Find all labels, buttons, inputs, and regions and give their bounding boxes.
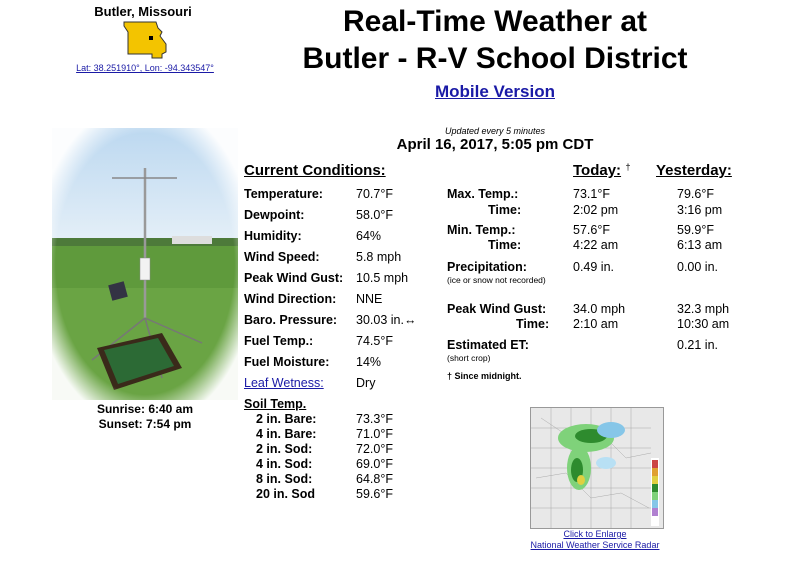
fuel-moisture-label: Fuel Moisture: bbox=[244, 355, 330, 369]
precipitation-today: 0.49 in. bbox=[573, 260, 615, 274]
gust-time-label: Time: bbox=[516, 317, 550, 331]
today-dagger: † bbox=[625, 162, 631, 172]
update-frequency-note: Updated every 5 minutes bbox=[444, 126, 546, 136]
min-temp-yesterday: 59.9°F bbox=[677, 223, 714, 237]
sun-times bbox=[60, 402, 230, 432]
pressure-steady-arrow-icon: ↔ bbox=[403, 313, 417, 327]
fuel-moisture-value: 14% bbox=[356, 355, 382, 369]
peak-gust-today: 34.0 mph bbox=[573, 302, 626, 316]
current-conditions-header: Current Conditions: bbox=[244, 162, 386, 179]
min-time-yesterday: 6:13 am bbox=[677, 238, 723, 252]
wind-speed-value: 5.8 mph bbox=[356, 250, 402, 264]
sunset-text: Sunset: 7:54 pm bbox=[98, 417, 192, 431]
soil-20in-sod-label: 20 in. Sod bbox=[256, 487, 316, 501]
footnote-dagger: † bbox=[447, 371, 453, 381]
wind-direction-value: NNE bbox=[356, 292, 383, 306]
soil-4in-bare-label: 4 in. Bare: bbox=[256, 427, 317, 441]
min-time-today: 4:22 am bbox=[573, 238, 619, 252]
peak-wind-gust-value: 10.5 mph bbox=[356, 271, 409, 285]
update-datetime: April 16, 2017, 5:05 pm CDT bbox=[396, 136, 594, 153]
gust-time-today: 2:10 am bbox=[573, 317, 619, 331]
today-header bbox=[573, 162, 631, 180]
sunrise-text: Sunrise: 6:40 am bbox=[96, 402, 194, 416]
max-temp-today: 73.1°F bbox=[573, 187, 610, 201]
humidity-value: 64% bbox=[356, 229, 382, 243]
weather-station-photo bbox=[52, 128, 238, 400]
fuel-temp-value: 74.5°F bbox=[356, 334, 393, 348]
title-line-2: Butler - R-V School District bbox=[302, 42, 688, 75]
peak-gust-yesterday: 32.3 mph bbox=[677, 302, 730, 316]
soil-temp-header: Soil Temp. bbox=[244, 397, 307, 411]
precipitation-yesterday: 0.00 in. bbox=[677, 260, 719, 274]
estimated-et-yesterday: 0.21 in. bbox=[677, 338, 719, 352]
soil-2in-bare-value: 73.3°F bbox=[356, 412, 393, 426]
click-to-enlarge-link[interactable]: Click to Enlarge bbox=[563, 529, 627, 539]
max-temp-yesterday: 79.6°F bbox=[677, 187, 714, 201]
soil-8in-sod-value: 64.8°F bbox=[356, 472, 393, 486]
baro-pressure-value bbox=[356, 313, 416, 327]
soil-8in-sod-label: 8 in. Sod: bbox=[256, 472, 313, 486]
dewpoint-label: Dewpoint: bbox=[244, 208, 305, 222]
baro-pressure-label: Baro. Pressure: bbox=[244, 313, 338, 327]
min-temp-label: Min. Temp.: bbox=[447, 223, 516, 237]
leaf-wetness-link[interactable]: Leaf Wetness: bbox=[244, 376, 324, 390]
leaf-wetness-value: Dry bbox=[356, 376, 376, 390]
soil-2in-sod-label: 2 in. Sod: bbox=[256, 442, 313, 456]
min-temp-today: 57.6°F bbox=[573, 223, 610, 237]
humidity-label: Humidity: bbox=[244, 229, 302, 243]
yesterday-header: Yesterday: bbox=[656, 162, 732, 179]
max-temp-label: Max. Temp.: bbox=[447, 187, 519, 201]
nws-radar-link[interactable]: National Weather Service Radar bbox=[530, 540, 660, 550]
since-midnight-footnote bbox=[447, 371, 522, 381]
precipitation-note: (ice or snow not recorded) bbox=[447, 275, 546, 285]
precipitation-label: Precipitation: bbox=[447, 260, 527, 274]
peak-gust-label: Peak Wind Gust: bbox=[447, 302, 547, 316]
soil-2in-sod-value: 72.0°F bbox=[356, 442, 393, 456]
baro-pressure-reading: 30.03 in. bbox=[356, 313, 404, 327]
title-line-1: Real-Time Weather at bbox=[343, 5, 647, 38]
wind-speed-label: Wind Speed: bbox=[244, 250, 320, 264]
today-header-text: Today: bbox=[573, 162, 622, 179]
estimated-et-note: (short crop) bbox=[447, 353, 491, 363]
page-title bbox=[220, 3, 770, 77]
dewpoint-value: 58.0°F bbox=[356, 208, 393, 222]
soil-4in-sod-value: 69.0°F bbox=[356, 457, 393, 471]
footnote-text: Since midnight. bbox=[454, 371, 522, 381]
peak-wind-gust-label: Peak Wind Gust: bbox=[244, 271, 344, 285]
radar-map-thumbnail[interactable] bbox=[530, 407, 664, 529]
max-time-today: 2:02 pm bbox=[573, 203, 619, 217]
temperature-value: 70.7°F bbox=[356, 187, 393, 201]
estimated-et-label: Estimated ET: bbox=[447, 338, 529, 352]
max-time-yesterday: 3:16 pm bbox=[677, 203, 723, 217]
soil-4in-sod-label: 4 in. Sod: bbox=[256, 457, 313, 471]
temperature-label: Temperature: bbox=[244, 187, 323, 201]
soil-20in-sod-value: 59.6°F bbox=[356, 487, 393, 501]
latlon-link[interactable]: Lat: 38.251910°, Lon: -94.343547° bbox=[76, 63, 214, 73]
min-time-label: Time: bbox=[488, 238, 522, 252]
fuel-temp-label: Fuel Temp.: bbox=[244, 334, 314, 348]
mobile-version-link[interactable]: Mobile Version bbox=[435, 82, 555, 101]
wind-direction-label: Wind Direction: bbox=[244, 292, 337, 306]
max-time-label: Time: bbox=[488, 203, 522, 217]
radar-caption bbox=[505, 529, 685, 551]
soil-4in-bare-value: 71.0°F bbox=[356, 427, 393, 441]
location-title: Butler, Missouri bbox=[94, 4, 192, 19]
gust-time-yesterday: 10:30 am bbox=[677, 317, 730, 331]
soil-2in-bare-label: 2 in. Bare: bbox=[256, 412, 317, 426]
missouri-map-icon bbox=[122, 20, 170, 60]
